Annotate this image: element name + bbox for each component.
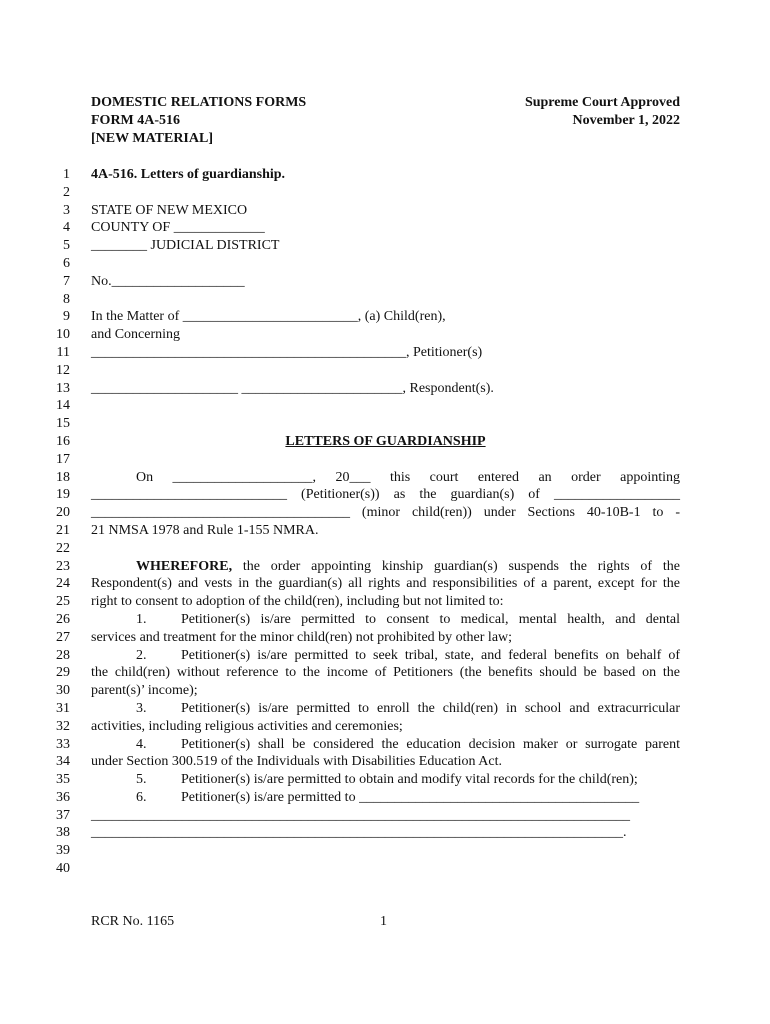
header-forms-title: DOMESTIC RELATIONS FORMS (91, 95, 307, 110)
wherefore-line-3: right to consent to adoption of the child(ren), including but not limited to: (91, 594, 504, 610)
line-number: 22 (56, 540, 70, 556)
order-line-3: _____________________________________ (minor child(ren)) under Sections 40-10B-1 to - (91, 505, 680, 521)
item-2 (91, 647, 680, 665)
wherefore-line-2: Respondent(s) and vests in the guardian(s) all rights and responsibilities of a parent, except for the (91, 576, 680, 592)
item-text: Petitioner(s) is/are permitted to enroll the child(ren) in school and extracurricular (181, 700, 680, 716)
line-number: 19 (56, 487, 70, 503)
concerning-line: and Concerning (91, 327, 181, 343)
line-number: 27 (56, 629, 70, 645)
line-number: 13 (56, 380, 70, 396)
form-body (91, 166, 680, 878)
line-number: 10 (56, 327, 70, 343)
line-number: 34 (56, 754, 70, 770)
header-right (525, 94, 680, 130)
line-number: 35 (56, 772, 70, 788)
line-number: 15 (56, 416, 70, 432)
header-approval: Supreme Court Approved (524, 95, 680, 110)
state-line: STATE OF NEW MEXICO (91, 202, 248, 218)
item-2-cont-2: parent(s)’ income); (91, 683, 198, 699)
item-3-cont: activities, including religious activities and ceremonies; (91, 718, 403, 734)
line-number: 24 (56, 576, 70, 592)
footer-page-number: 1 (380, 914, 387, 929)
line-number: 1 (63, 167, 70, 182)
wherefore-line (91, 558, 680, 576)
line-number: 30 (56, 683, 70, 699)
line-number: 32 (56, 718, 70, 734)
item-5 (91, 771, 680, 789)
line-number: 2 (63, 184, 70, 200)
line-number: 28 (56, 647, 70, 663)
line-number: 7 (63, 273, 70, 289)
item-text: Petitioner(s) is/are permitted to ________________________________________ (181, 789, 640, 805)
line-number: 9 (63, 309, 70, 325)
item-number: 1. (136, 611, 147, 627)
order-line-1: On ____________________, 20___ this court entered an order appointing (136, 469, 680, 485)
item-1-cont: services and treatment for the minor child(ren) not prohibited by other law; (91, 629, 513, 645)
line-number: 33 (56, 736, 70, 752)
item-text: Petitioner(s) is/are permitted to obtain and modify vital records for the child(ren); (181, 772, 638, 788)
line-number: 4 (63, 220, 70, 236)
line-number: 21 (56, 522, 70, 538)
line-number: 26 (56, 611, 70, 627)
line-number: 20 (56, 505, 70, 521)
line-number: 38 (56, 825, 70, 841)
county-line: COUNTY OF _____________ (91, 220, 265, 236)
item-number: 6. (136, 789, 147, 805)
line-number: 14 (56, 398, 70, 414)
item-text: Petitioner(s) is/are permitted to consent to medical, mental health, and dental (181, 611, 680, 627)
line-number: 17 (56, 451, 70, 467)
line-number: 29 (56, 665, 70, 681)
line-number: 6 (63, 255, 70, 271)
item-3 (91, 700, 680, 718)
line-number: 40 (56, 861, 70, 877)
rule-title: 4A-516. Letters of guardianship. (91, 167, 286, 182)
item-text: Petitioner(s) shall be considered the education decision maker or surrogate parent (181, 736, 680, 752)
order-line-4: 21 NMSA 1978 and Rule 1-155 NMRA. (91, 522, 319, 538)
order-line-2: ____________________________ (Petitioner(s)) as the guardian(s) of __________________ (91, 487, 680, 503)
line-number: 39 (56, 843, 70, 859)
district-line: ________ JUDICIAL DISTRICT (91, 238, 280, 254)
line-number: 5 (63, 238, 70, 254)
document-heading: LETTERS OF GUARDIANSHIP (285, 433, 486, 449)
line-number: 18 (56, 469, 70, 485)
blank-line-37: _____________________________________________________________________________ (91, 807, 630, 823)
line-number: 3 (63, 202, 70, 218)
line-number: 37 (56, 807, 70, 823)
line-numbers (44, 166, 70, 878)
header-form-number: FORM 4A-516 (91, 113, 181, 128)
item-2-cont-1: the child(ren) without reference to the income of Petitioners (the benefits should be based on the (91, 665, 680, 681)
item-1 (91, 611, 680, 629)
item-number: 5. (136, 772, 147, 788)
header-new-material: [NEW MATERIAL] (91, 131, 213, 146)
case-number-line: No.___________________ (91, 273, 245, 289)
line-number: 31 (56, 700, 70, 716)
header-date: November 1, 2022 (572, 113, 680, 128)
wherefore-text: the order appointing kinship guardian(s) suspends the rights of the (232, 558, 680, 574)
line-number: 8 (63, 291, 70, 307)
line-number: 36 (56, 789, 70, 805)
item-4 (91, 736, 680, 754)
item-number: 2. (136, 647, 147, 663)
item-number: 4. (136, 736, 147, 752)
item-text: Petitioner(s) is/are permitted to seek tribal, state, and federal benefits on behalf of (181, 647, 680, 663)
line-number: 23 (56, 558, 70, 574)
line-number: 25 (56, 594, 70, 610)
line-number: 12 (56, 362, 70, 378)
blank-line-38: ____________________________________________________________________________. (91, 825, 627, 841)
item-number: 3. (136, 700, 147, 716)
petitioner-line: _____________________________________________, Petitioner(s) (91, 344, 483, 360)
footer-rcr-number: RCR No. 1165 (91, 914, 175, 929)
item-4-cont: under Section 300.519 of the Individuals with Disabilities Education Act. (91, 754, 502, 770)
respondent-line: _____________________ _______________________, Respondent(s). (91, 380, 494, 396)
header-left (91, 94, 306, 148)
matter-line: In the Matter of _________________________, (a) Child(ren), (91, 309, 446, 325)
item-6 (91, 789, 680, 807)
wherefore-label: WHEREFORE, (136, 558, 233, 574)
line-number: 16 (56, 433, 70, 449)
line-number: 11 (56, 344, 70, 360)
